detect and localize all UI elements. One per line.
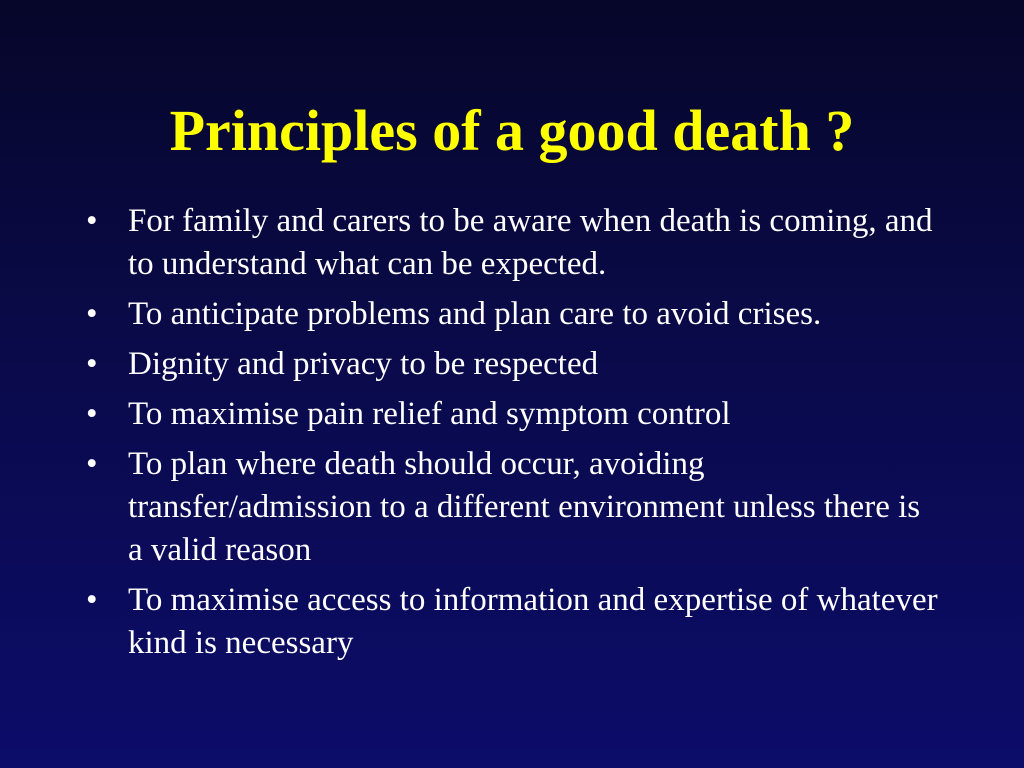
bullet-text: To maximise pain relief and symptom control [128, 396, 731, 432]
bullet-text: Dignity and privacy to be respected [128, 346, 599, 382]
bullet-point-icon: • [86, 346, 98, 382]
slide-title: Principles of a good death ? [169, 98, 855, 163]
bullet-text: To plan where death should occur, avoiding transfer/admission to a different environment unless there is a valid reason [128, 446, 921, 568]
bullet-point-icon: • [86, 203, 98, 239]
bullet-list [82, 200, 942, 672]
bullet-item [82, 343, 942, 386]
bullet-text: For family and carers to be aware when death is coming, and to understand what can be expected. [128, 203, 933, 282]
bullet-point-icon: • [86, 396, 98, 432]
bullet-item [82, 443, 942, 572]
bullet-text: To anticipate problems and plan care to avoid crises. [128, 296, 822, 332]
bullet-item [82, 393, 942, 436]
bullet-item [82, 200, 942, 286]
bullet-point-icon: • [86, 446, 98, 482]
bullet-item [82, 293, 942, 336]
bullet-point-icon: • [86, 582, 98, 618]
bullet-point-icon: • [86, 296, 98, 332]
bullet-text: To maximise access to information and expertise of whatever kind is necessary [128, 582, 938, 661]
bullet-item [82, 579, 942, 665]
